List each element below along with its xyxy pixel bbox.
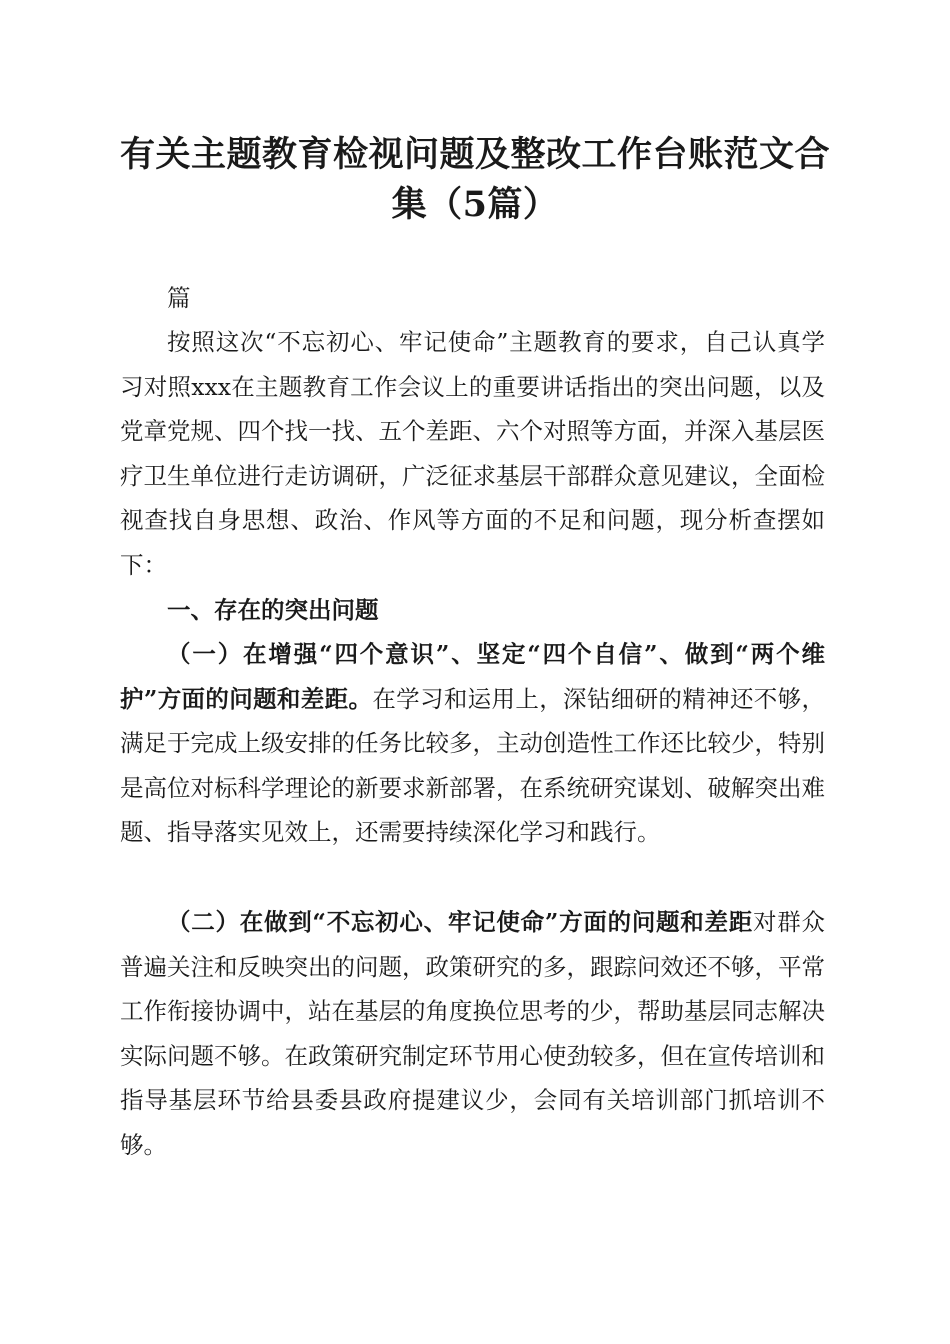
- item-1-paragraph: [120, 632, 825, 855]
- intro-paragraph: 按照这次“不忘初心、牢记使命”主题教育的要求，自己认真学习对照xxx在主题教育工作会议上的重要讲话指出的突出问题，以及党章党规、四个找一找、五个差距、六个对照等方面，并深入基层医疗卫生单位进行走访调研，广泛征求基层干部群众意见建议，全面检视查找自身思想、政治、作风等方面的不足和问题，现分析查摆如下：: [120, 328, 825, 579]
- item-1-body: 在学习和运用上，深钻细研的精神还不够，满足于完成上级安排的任务比较多，主动创造性工作还比较少，特别是高位对标科学理论的新要求新部署，在系统研究谋划、破解突出难题、指导落实见效上，还需要持续深化学习和践行。: [120, 684, 825, 846]
- document-title: [100, 130, 850, 230]
- section-heading-1: 一、存在的突出问题: [167, 596, 379, 624]
- section-marker: 篇: [167, 284, 191, 312]
- item-2-paragraph: [120, 900, 825, 1167]
- title-line-1: 有关主题教育检视问题及整改工作台账范文合: [119, 134, 830, 175]
- title-line-2: 集（5篇）: [391, 184, 559, 225]
- item-2-lead: （二）在做到“不忘初心、牢记使命”方面的问题和差距: [167, 908, 754, 936]
- item-1-lead: （一）在增强“四个意识”、坚定“四个自信”、做到“两个维护”方面的问题和差距。: [120, 640, 825, 713]
- item-2-body: 对群众普遍关注和反映突出的问题，政策研究的多，跟踪问效还不够，平常工作衔接协调中，站在基层的角度换位思考的少，帮助基层同志解决实际问题不够。在政策研究制定环节用心使劲较多，但在宣传培训和指导基层环节给县委县政府提建议少，会同有关培训部门抓培训不够。: [120, 908, 825, 1159]
